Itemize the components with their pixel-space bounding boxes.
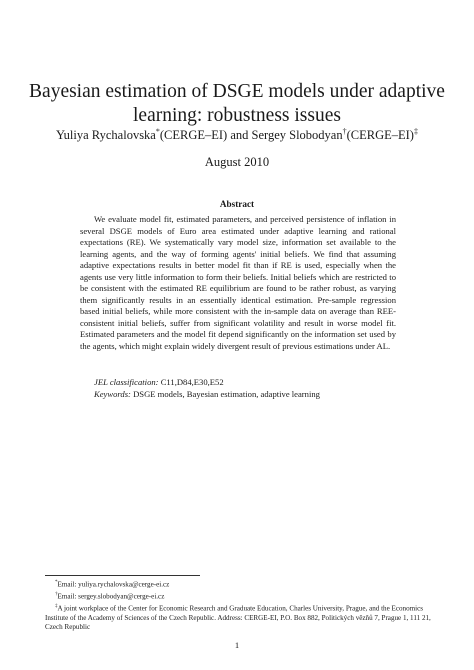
joint-footnote-mark: ‡ (413, 127, 418, 136)
author-2-affiliation: (CERGE–EI) (346, 128, 414, 143)
abstract-heading: Abstract (219, 199, 255, 209)
author-1-name: Yuliya Rychalovska (56, 128, 156, 143)
page-number: 1 (234, 640, 240, 650)
keywords-label: Keywords: (94, 388, 131, 399)
abstract-body: We evaluate model fit, estimated parameters, and perceived persistence of inflation in several DSGE models of Euro area estimated under adaptive learning and rational expectations (RE). We systematically vary model size, information set available to the learning agents, and the way of forming agents' initial beliefs. We find that assuming adaptive expectations results in better model fit than if RE is used, especially when the agents use very little information to form their beliefs. Initial beliefs which are restricted to be consistent with the estimated RE equilibrium are found to be rather robust, as varying them significantly results in an essentially identical estimation. Pre-sample regression based initial beliefs, while more consistent with the in-sample data on average than REE-consistent initial beliefs, suffer from significant volatility and result in worse model fit. Estimated parameters and the model fit depend significantly on the information set used by the agents, which might explain widely divergent result of previous estimations under AL. (80, 214, 396, 351)
footnote-1-mark: * (55, 580, 58, 585)
footnote-3-mark: ‡ (55, 603, 58, 609)
author-affiliations: (CERGE–EI) and Sergey Slobodyan (159, 128, 343, 143)
keywords-row (80, 389, 410, 401)
footnote-2 (45, 590, 435, 602)
footnote-2-text: Email: sergey.slobodyan@cerge-ei.cz (57, 592, 165, 601)
footnote-3-text: A joint workplace of the Center for Economic Research and Graduate Education, Charles University, Prague, and the Economics Institute of the Academy of Sciences of the Czech Republic. Address: CERGE-EI, P.O. Box 882, Politických vězňů 7, Prague 1, 111 21, Czech Republic (45, 604, 431, 632)
author-2-footnote-mark: † (342, 127, 347, 136)
footnote-3 (45, 602, 435, 633)
footnote-1-text: Email: yuliya.rychalovska@cerge-ei.cz (57, 580, 170, 589)
classification-block (80, 377, 410, 400)
publication-date: August 2010 (204, 155, 270, 169)
title-line-2: learning: robustness issues (133, 105, 341, 126)
footnote-divider (45, 575, 200, 576)
footnotes (45, 578, 435, 633)
author-line (0, 127, 474, 143)
jel-row (80, 377, 410, 389)
paper-title (0, 80, 474, 128)
author-1-footnote-mark: * (155, 127, 160, 136)
footnote-1 (45, 578, 435, 590)
title-line-1: Bayesian estimation of DSGE models under adaptive (29, 81, 445, 102)
jel-value: C11,D84,E30,E52 (160, 377, 224, 387)
jel-label: JEL classification: (94, 377, 159, 387)
keywords-value: DSGE models, Bayesian estimation, adaptive learning (133, 388, 320, 399)
footnote-2-mark: † (55, 591, 58, 597)
